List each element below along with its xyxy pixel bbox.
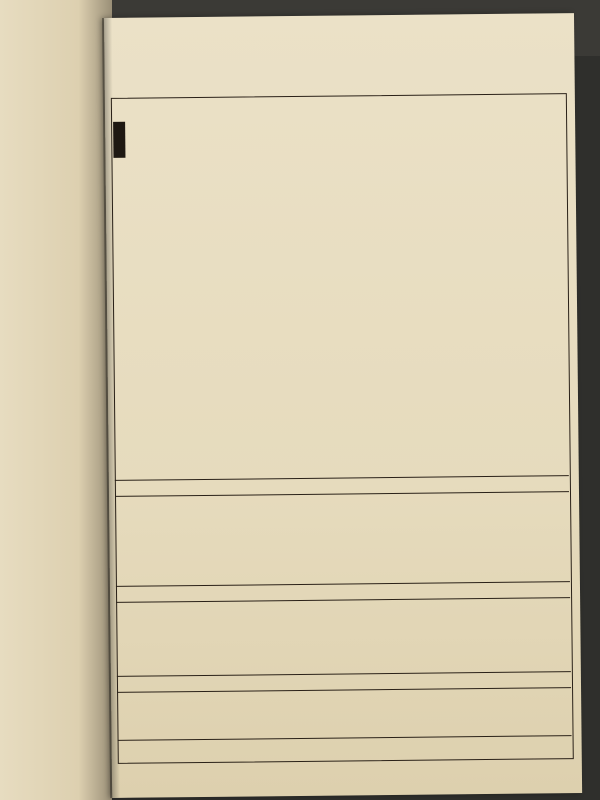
- date-header: [113, 127, 353, 160]
- left-page: [0, 0, 112, 800]
- parishes-within-walls: [104, 13, 574, 18]
- out-parishes: [104, 13, 574, 18]
- westminster-parishes: [104, 13, 574, 18]
- total-out-parishes: [119, 678, 153, 693]
- parishes-without-walls: [104, 13, 574, 18]
- bill-of-mortality-page: [104, 13, 582, 798]
- total-westminster: [120, 742, 150, 757]
- table-frame: [111, 93, 574, 764]
